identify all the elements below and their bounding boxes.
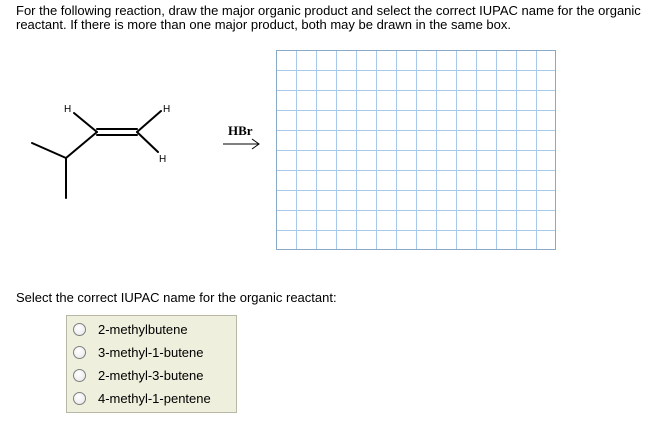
radio-icon[interactable] — [73, 346, 86, 359]
radio-icon[interactable] — [73, 323, 86, 336]
choice-option[interactable] — [73, 342, 204, 362]
bond-c-c — [66, 132, 97, 158]
choice-option[interactable] — [73, 388, 211, 408]
reaction-arrow-icon — [222, 138, 262, 150]
atom-label-h-top: H — [163, 104, 171, 115]
reagent-label: HBr — [228, 123, 253, 138]
bond-methyl-left — [32, 143, 66, 158]
question-text: For the following reaction, draw the major organic product and select the correct IUPAC name for the organic reactant. If there is more than one major product, both may be drawn in the same box. — [16, 3, 641, 32]
choice-label: 2-methylbutene — [98, 321, 188, 337]
choice-option[interactable] — [73, 319, 188, 339]
bond-c-h-top — [137, 111, 161, 132]
bond-c-h-bottom — [137, 132, 158, 152]
choice-option[interactable] — [73, 365, 204, 385]
radio-icon[interactable] — [73, 392, 86, 405]
radio-icon[interactable] — [73, 369, 86, 382]
reactant-structure — [0, 0, 200, 210]
drawing-canvas[interactable] — [276, 50, 556, 250]
atom-label-h-left: H — [64, 104, 72, 115]
choice-label: 2-methyl-3-butene — [98, 367, 204, 383]
choice-label: 3-methyl-1-butene — [98, 344, 204, 360]
select-prompt: Select the correct IUPAC name for the organic reactant: — [16, 290, 337, 305]
choice-panel — [66, 315, 237, 413]
atom-label-h-bottom: H — [159, 154, 167, 165]
bond-c-h-left — [74, 113, 97, 132]
choice-label: 4-methyl-1-pentene — [98, 390, 211, 406]
